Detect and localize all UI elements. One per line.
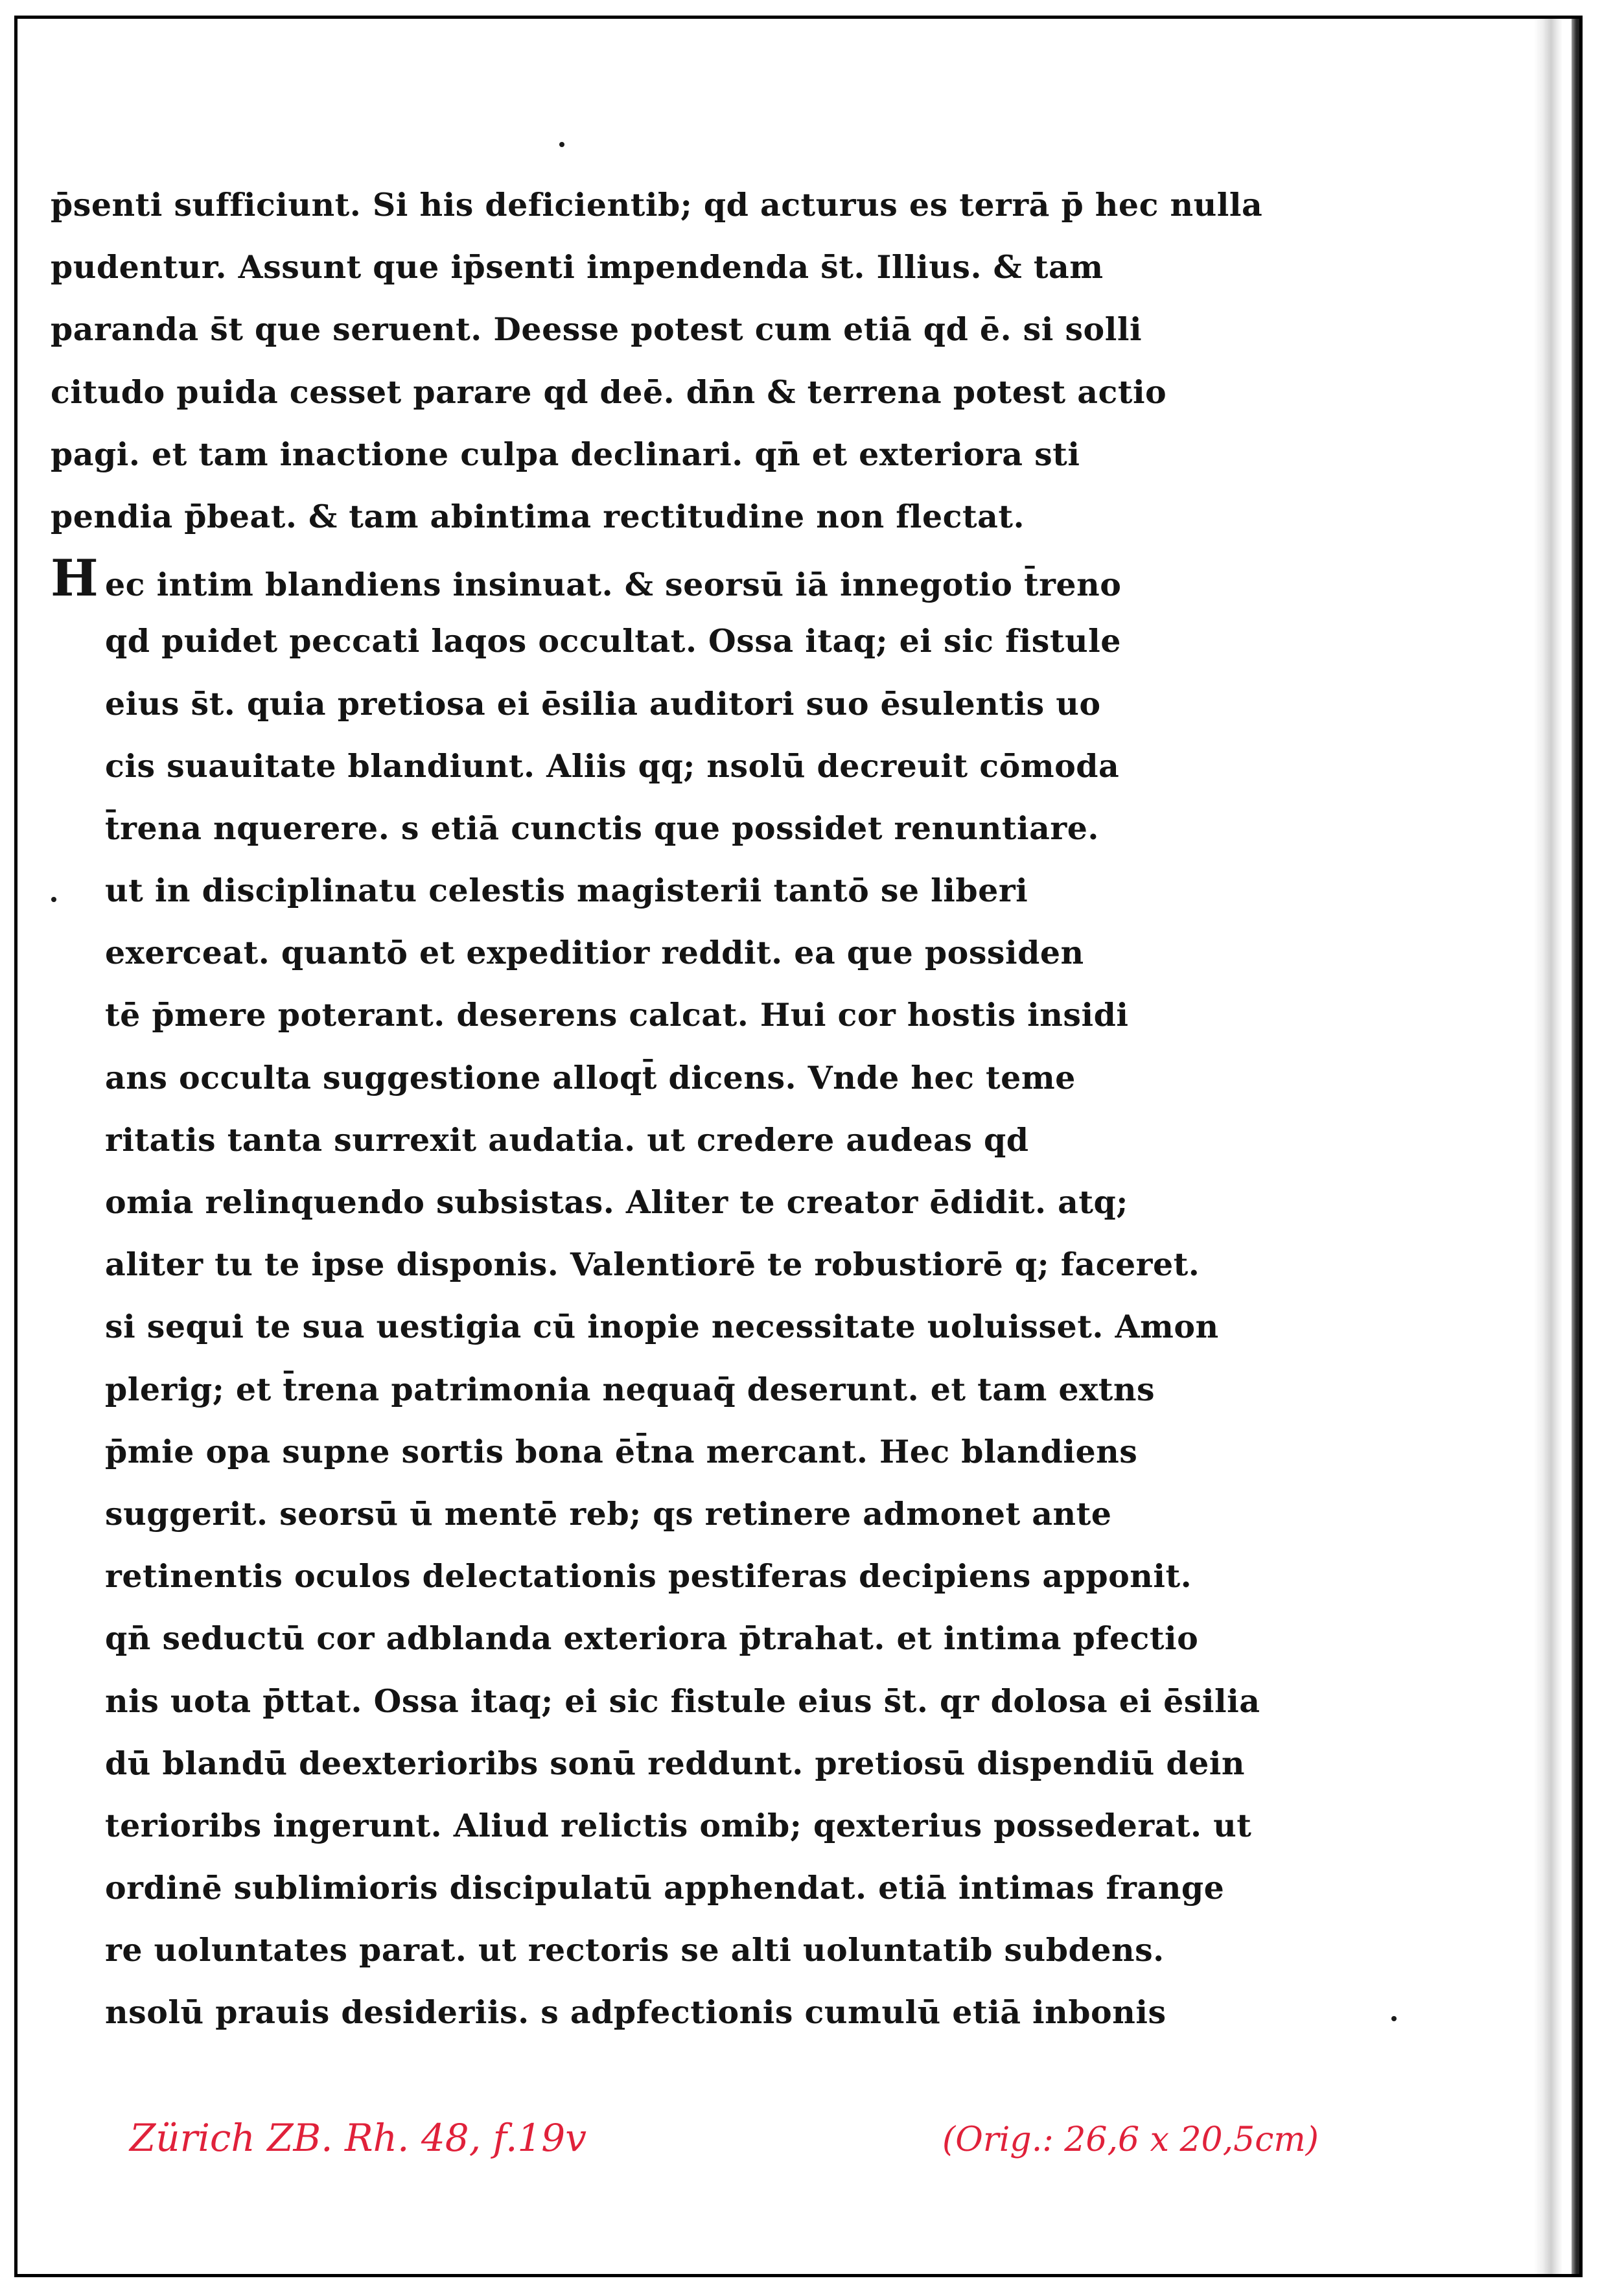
- manuscript-line: qn̄ seductū cor adblanda exteriora p̄trahat. et intima pfectio: [105, 1619, 1199, 1658]
- manuscript-line: pendia p̄beat. & tam abintima rectitudine non flectat.: [51, 497, 1025, 535]
- manuscript-line: p̄senti sufficiunt. Si his deficientib; qd acturus es terrā p̄ hec nulla: [51, 186, 1263, 224]
- manuscript-line: re uoluntates parat. ut rectoris se alti uoluntatib subdens.: [105, 1931, 1165, 1969]
- manuscript-line: eius s̄t. quia pretiosa ei ēsilia auditori suo ēsulentis uo: [105, 684, 1101, 723]
- manuscript-line: qd puidet peccati laqos occultat. Ossa itaq; ei sic fistule: [105, 622, 1121, 660]
- manuscript-line: terioribs ingerunt. Aliud relictis omib; qexterius possederat. ut: [105, 1806, 1252, 1844]
- shelfmark-annotation: Zürich ZB. Rh. 48, f.19v: [130, 2116, 586, 2160]
- manuscript-line-with-initial: [51, 548, 1483, 610]
- manuscript-line: nsolū prauis desideriis. s adpfectionis cumulū etiā inbonis: [105, 1993, 1167, 2032]
- manuscript-line: aliter tu te ipse disponis. Valentiorē te robustiorē q; faceret.: [105, 1246, 1200, 1284]
- manuscript-line: paranda s̄t que seruent. Deesse potest cum etiā qd ē. si solli: [51, 310, 1143, 349]
- manuscript-line: pudentur. Assunt que ip̄senti impendenda s̄t. Illius. & tam: [51, 248, 1104, 286]
- manuscript-line: ordinē sublimioris discipulatū apphendat. etiā intimas frange: [105, 1869, 1225, 1907]
- manuscript-line: suggerit. seorsū ū mentē reb; qs retinere admonet ante: [105, 1494, 1112, 1533]
- manuscript-line: ut in disciplinatu celestis magisterii tantō se liberi: [105, 872, 1028, 910]
- manuscript-line: omia relinquendo subsistas. Aliter te creator ēdidit. atq;: [105, 1183, 1128, 1221]
- manuscript-line: retinentis oculos delectationis pestiferas decipiens apponit.: [105, 1557, 1192, 1595]
- manuscript-line: tē p̄mere poterant. deserens calcat. Hui cor hostis insidi: [105, 996, 1129, 1034]
- manuscript-line: si sequi te sua uestigia cū inopie necessitate uoluisset. Amon: [105, 1308, 1219, 1346]
- manuscript-text: [51, 174, 1483, 2044]
- manuscript-line: cis suauitate blandiunt. Aliis qq; nsolū decreuit cōmoda: [105, 747, 1120, 785]
- page-fold-shadow: [1534, 19, 1562, 2274]
- manuscript-line: pagi. et tam inactione culpa declinari. qn̄ et exteriora sti: [51, 435, 1080, 473]
- manuscript-line: ritatis tanta surrexit audatia. ut credere audeas qd: [105, 1120, 1029, 1159]
- dimensions-annotation: (Orig.: 26,6 x 20,5cm): [942, 2120, 1319, 2159]
- manuscript-line: t̄rena nquerere. s etiā cunctis que possidet renuntiare.: [105, 809, 1099, 847]
- page-edge: [1572, 19, 1583, 2274]
- manuscript-line: citudo puida cesset parare qd deē. dn̄n & terrena potest actio: [51, 373, 1167, 411]
- manuscript-line: p̄mie opa supne sortis bona ēt̄na mercant. Hec blandiens: [105, 1432, 1138, 1470]
- manuscript-line: exerceat. quantō et expeditior reddit. ea que possiden: [105, 934, 1084, 972]
- manuscript-line-text: ec intim blandiens insinuat. & seorsū iā innegotio t̄reno: [105, 566, 1122, 604]
- manuscript-line: ans occulta suggestione alloqt̄ dicens. Vnde hec teme: [105, 1058, 1076, 1096]
- decorated-initial: H: [51, 549, 99, 609]
- ink-speck: [559, 142, 564, 147]
- manuscript-line: nis uota p̄ttat. Ossa itaq; ei sic fistule eius s̄t. qr dolosa ei ēsilia: [105, 1682, 1260, 1720]
- manuscript-line: plerig; et t̄rena patrimonia nequaq̄ deserunt. et tam extns: [105, 1370, 1155, 1408]
- manuscript-line: dū blandū deexterioribs sonū reddunt. pretiosū dispendiū dein: [105, 1744, 1246, 1782]
